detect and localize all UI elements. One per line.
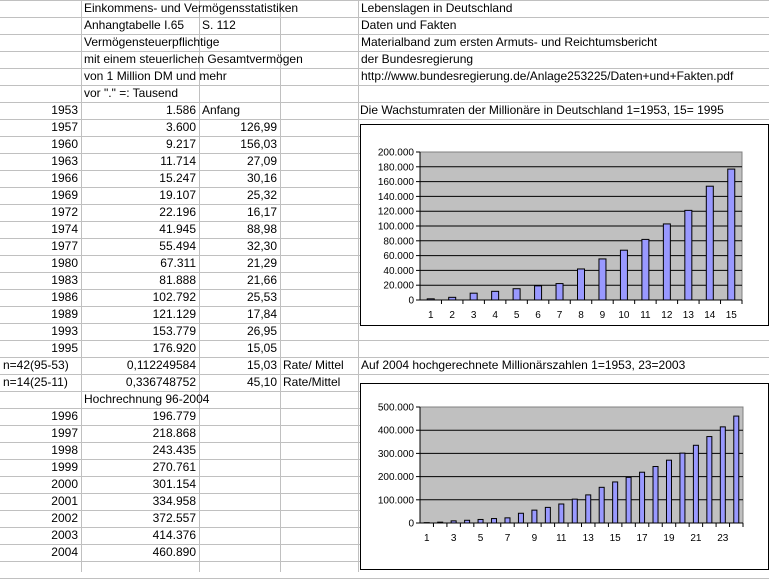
bar	[535, 286, 542, 300]
year-cell[interactable]: 1977	[0, 238, 78, 255]
x-tick-label: 19	[663, 533, 675, 544]
x-tick-label: 12	[661, 310, 673, 321]
chart-millionaires-1953-1995[interactable]	[360, 124, 769, 326]
x-tick-label: 13	[583, 533, 595, 544]
year-cell[interactable]: 2004	[0, 544, 78, 561]
x-tick-label: 21	[690, 533, 702, 544]
year-cell[interactable]: 1999	[0, 459, 78, 476]
bar	[640, 472, 645, 523]
y-tick-label: 120.000	[378, 207, 415, 218]
x-tick-label: 11	[556, 533, 567, 544]
year-cell[interactable]: 1957	[0, 119, 78, 136]
count-cell[interactable]: 22.196	[81, 204, 196, 221]
count-cell[interactable]: 270.761	[81, 459, 196, 476]
x-tick-label: 13	[683, 310, 695, 321]
x-tick-label: 7	[505, 533, 511, 544]
y-tick-label: 500.000	[378, 403, 415, 414]
x-tick-label: 5	[478, 533, 484, 544]
rate-cell[interactable]: Anfang	[202, 102, 240, 119]
bar	[685, 210, 692, 300]
y-tick-label: 0	[408, 519, 414, 530]
y-tick-label: 80.000	[383, 236, 414, 247]
y-tick-label: 140.000	[378, 192, 415, 203]
count-cell[interactable]: 243.435	[81, 442, 196, 459]
year-cell[interactable]: 1989	[0, 306, 78, 323]
year-cell[interactable]: 1963	[0, 153, 78, 170]
bar	[680, 453, 685, 523]
x-tick-label: 4	[492, 310, 498, 321]
y-tick-label: 100.000	[378, 222, 415, 233]
stat-label-cell[interactable]: n=42(95-53)	[3, 357, 69, 374]
header-cell[interactable]: S. 112	[202, 17, 236, 34]
bar	[620, 250, 627, 300]
rate-cell[interactable]: 156,03	[199, 136, 277, 153]
x-tick-label: 1	[428, 310, 434, 321]
rate-cell[interactable]: 26,95	[199, 323, 277, 340]
count-cell[interactable]: 41.945	[81, 221, 196, 238]
rate-cell[interactable]: 21,29	[199, 255, 277, 272]
bar	[438, 522, 443, 523]
count-cell[interactable]: 102.792	[81, 289, 196, 306]
bar	[693, 445, 698, 523]
y-tick-label: 60.000	[383, 251, 414, 262]
rate-cell[interactable]: 25,32	[199, 187, 277, 204]
year-cell[interactable]: 1986	[0, 289, 78, 306]
count-cell[interactable]: 9.217	[81, 136, 196, 153]
stat-desc-cell[interactable]: Rate/ Mittel	[283, 357, 344, 374]
year-cell[interactable]: 1966	[0, 170, 78, 187]
rate-cell[interactable]: 16,17	[199, 204, 277, 221]
bar	[728, 169, 735, 300]
count-cell[interactable]: 414.376	[81, 527, 196, 544]
stat-label-cell[interactable]: n=14(25-11)	[3, 374, 68, 391]
x-tick-label: 8	[578, 310, 584, 321]
x-tick-label: 3	[471, 310, 477, 321]
bar	[492, 291, 499, 300]
y-tick-label: 400.000	[378, 426, 415, 437]
bar	[586, 495, 591, 523]
x-tick-label: 2	[449, 310, 455, 321]
y-tick-label: 300.000	[378, 449, 415, 460]
rate-cell[interactable]: 32,30	[199, 238, 277, 255]
count-cell[interactable]: 15.247	[81, 170, 196, 187]
x-tick-label: 10	[618, 310, 630, 321]
count-cell[interactable]: 301.154	[81, 476, 196, 493]
count-cell[interactable]: 3.600	[81, 119, 196, 136]
bar	[449, 297, 456, 300]
bar	[556, 284, 563, 300]
y-tick-label: 200.000	[378, 148, 415, 159]
x-tick-label: 1	[424, 533, 430, 544]
count-cell[interactable]: 121.129	[81, 306, 196, 323]
y-tick-label: 180.000	[378, 162, 415, 173]
header-cell[interactable]: Einkommens- und Vermögensstatistiken	[84, 0, 298, 17]
chart1-title: Die Wachstumraten der Millionäre in Deutschland 1=1953, 15= 1995	[360, 102, 724, 119]
bar	[653, 467, 658, 523]
y-tick-label: 0	[408, 296, 414, 307]
bar	[666, 460, 671, 523]
count-cell[interactable]: 55.494	[81, 238, 196, 255]
chart2-title[interactable]: Auf 2004 hochgerechnete Millionärszahlen 1=1953, 23=2003	[361, 357, 685, 374]
y-tick-label: 200.000	[378, 472, 415, 483]
x-tick-label: 9	[600, 310, 606, 321]
count-cell[interactable]: 196.779	[81, 408, 196, 425]
year-cell[interactable]: 2001	[0, 493, 78, 510]
projection-title[interactable]: Hochrechnung 96-2004	[84, 391, 209, 408]
year-cell[interactable]: 1998	[0, 442, 78, 459]
count-cell[interactable]: 460.890	[81, 544, 196, 561]
header-cell[interactable]: vor "." =: Tausend	[84, 85, 178, 102]
y-tick-label: 100.000	[378, 495, 415, 506]
rate-cell[interactable]: 27,09	[199, 153, 277, 170]
count-cell[interactable]: 11.714	[81, 153, 196, 170]
count-cell[interactable]: 176.920	[81, 340, 196, 357]
x-tick-label: 3	[451, 533, 457, 544]
rate-cell[interactable]: 30,16	[199, 170, 277, 187]
stat-value-cell[interactable]: 0,112249584	[81, 357, 196, 374]
bar	[427, 299, 434, 300]
chart-millionaires-projection-2004[interactable]	[360, 383, 769, 570]
rate-cell[interactable]: 15,05	[199, 340, 277, 357]
bar	[513, 289, 520, 300]
stat-desc-cell[interactable]: Rate/Mittel	[283, 374, 340, 391]
year-cell[interactable]: 1969	[0, 187, 78, 204]
x-tick-label: 7	[557, 310, 563, 321]
count-cell[interactable]: 81.888	[81, 272, 196, 289]
chart2-svg	[361, 384, 768, 569]
bar	[734, 416, 739, 523]
rate-cell[interactable]: 25,53	[199, 289, 277, 306]
bar	[706, 186, 713, 300]
rate-cell[interactable]: 17,84	[199, 306, 277, 323]
year-cell[interactable]: 1980	[0, 255, 78, 272]
bar	[465, 520, 470, 523]
bar	[492, 519, 497, 523]
count-cell[interactable]: 67.311	[81, 255, 196, 272]
header-cell[interactable]: Anhangtabelle I.65	[84, 17, 184, 34]
year-cell[interactable]: 1974	[0, 221, 78, 238]
x-tick-label: 15	[726, 310, 738, 321]
year-cell[interactable]: 1993	[0, 323, 78, 340]
source-cell[interactable]: Lebenslagen in Deutschland	[361, 0, 512, 17]
bar	[572, 499, 577, 523]
x-tick-label: 9	[532, 533, 538, 544]
count-cell[interactable]: 218.868	[81, 425, 196, 442]
x-tick-label: 15	[610, 533, 622, 544]
source-cell[interactable]: http://www.bundesregierung.de/Anlage253225/Daten+und+Fakten.pdf	[361, 68, 733, 85]
x-tick-label: 11	[640, 310, 651, 321]
bar	[478, 519, 483, 523]
header-cell[interactable]: Vermögensteuerpflichtige	[84, 34, 219, 51]
bar	[707, 437, 712, 523]
header-cell[interactable]: von 1 Million DM und mehr	[84, 68, 227, 85]
bar	[505, 518, 510, 523]
count-cell[interactable]: 19.107	[81, 187, 196, 204]
bar	[642, 239, 649, 300]
year-cell[interactable]: 1953	[0, 102, 78, 119]
x-tick-label: 23	[717, 533, 729, 544]
y-tick-label: 40.000	[383, 266, 414, 277]
year-cell[interactable]: 2003	[0, 527, 78, 544]
count-cell[interactable]: 153.779	[81, 323, 196, 340]
bar	[451, 521, 456, 523]
stat-mean-cell[interactable]: 15,03	[199, 357, 277, 374]
source-cell[interactable]: Daten und Fakten	[361, 17, 456, 34]
rate-cell[interactable]: 126,99	[199, 119, 277, 136]
rate-cell[interactable]: 88,98	[199, 221, 277, 238]
rate-cell[interactable]: 21,66	[199, 272, 277, 289]
x-tick-label: 5	[514, 310, 520, 321]
bar	[599, 259, 606, 300]
bar	[613, 482, 618, 523]
count-cell[interactable]: 1.586	[81, 102, 196, 119]
source-cell[interactable]: der Bundesregierung	[361, 51, 473, 68]
stat-mean-cell[interactable]: 45,10	[199, 374, 277, 391]
x-tick-label: 6	[535, 310, 541, 321]
year-cell[interactable]: 2002	[0, 510, 78, 527]
year-cell[interactable]: 1997	[0, 425, 78, 442]
y-tick-label: 20.000	[383, 281, 414, 292]
source-cell[interactable]: Materialband zum ersten Armuts- und Reichtumsbericht	[361, 34, 657, 51]
bar	[720, 427, 725, 523]
x-tick-label: 14	[704, 310, 716, 321]
year-cell[interactable]: 1996	[0, 408, 78, 425]
count-cell[interactable]: 372.557	[81, 510, 196, 527]
year-cell[interactable]: 1960	[0, 136, 78, 153]
x-tick-label: 17	[637, 533, 649, 544]
bar	[663, 224, 670, 300]
chart1-svg	[361, 125, 768, 325]
stat-value-cell[interactable]: 0,336748752	[81, 374, 196, 391]
y-tick-label: 160.000	[378, 177, 415, 188]
bar	[626, 477, 631, 523]
bar	[599, 487, 604, 523]
bar	[518, 513, 523, 523]
bar	[578, 269, 585, 300]
bar	[532, 510, 537, 523]
year-cell[interactable]: 1983	[0, 272, 78, 289]
year-cell[interactable]: 2000	[0, 476, 78, 493]
year-cell[interactable]: 1995	[0, 340, 78, 357]
count-cell[interactable]: 334.958	[81, 493, 196, 510]
bar	[545, 507, 550, 523]
header-cell[interactable]: mit einem steuerlichen Gesamtvermögen	[84, 51, 303, 68]
bar	[470, 293, 477, 300]
bar	[559, 504, 564, 523]
year-cell[interactable]: 1972	[0, 204, 78, 221]
